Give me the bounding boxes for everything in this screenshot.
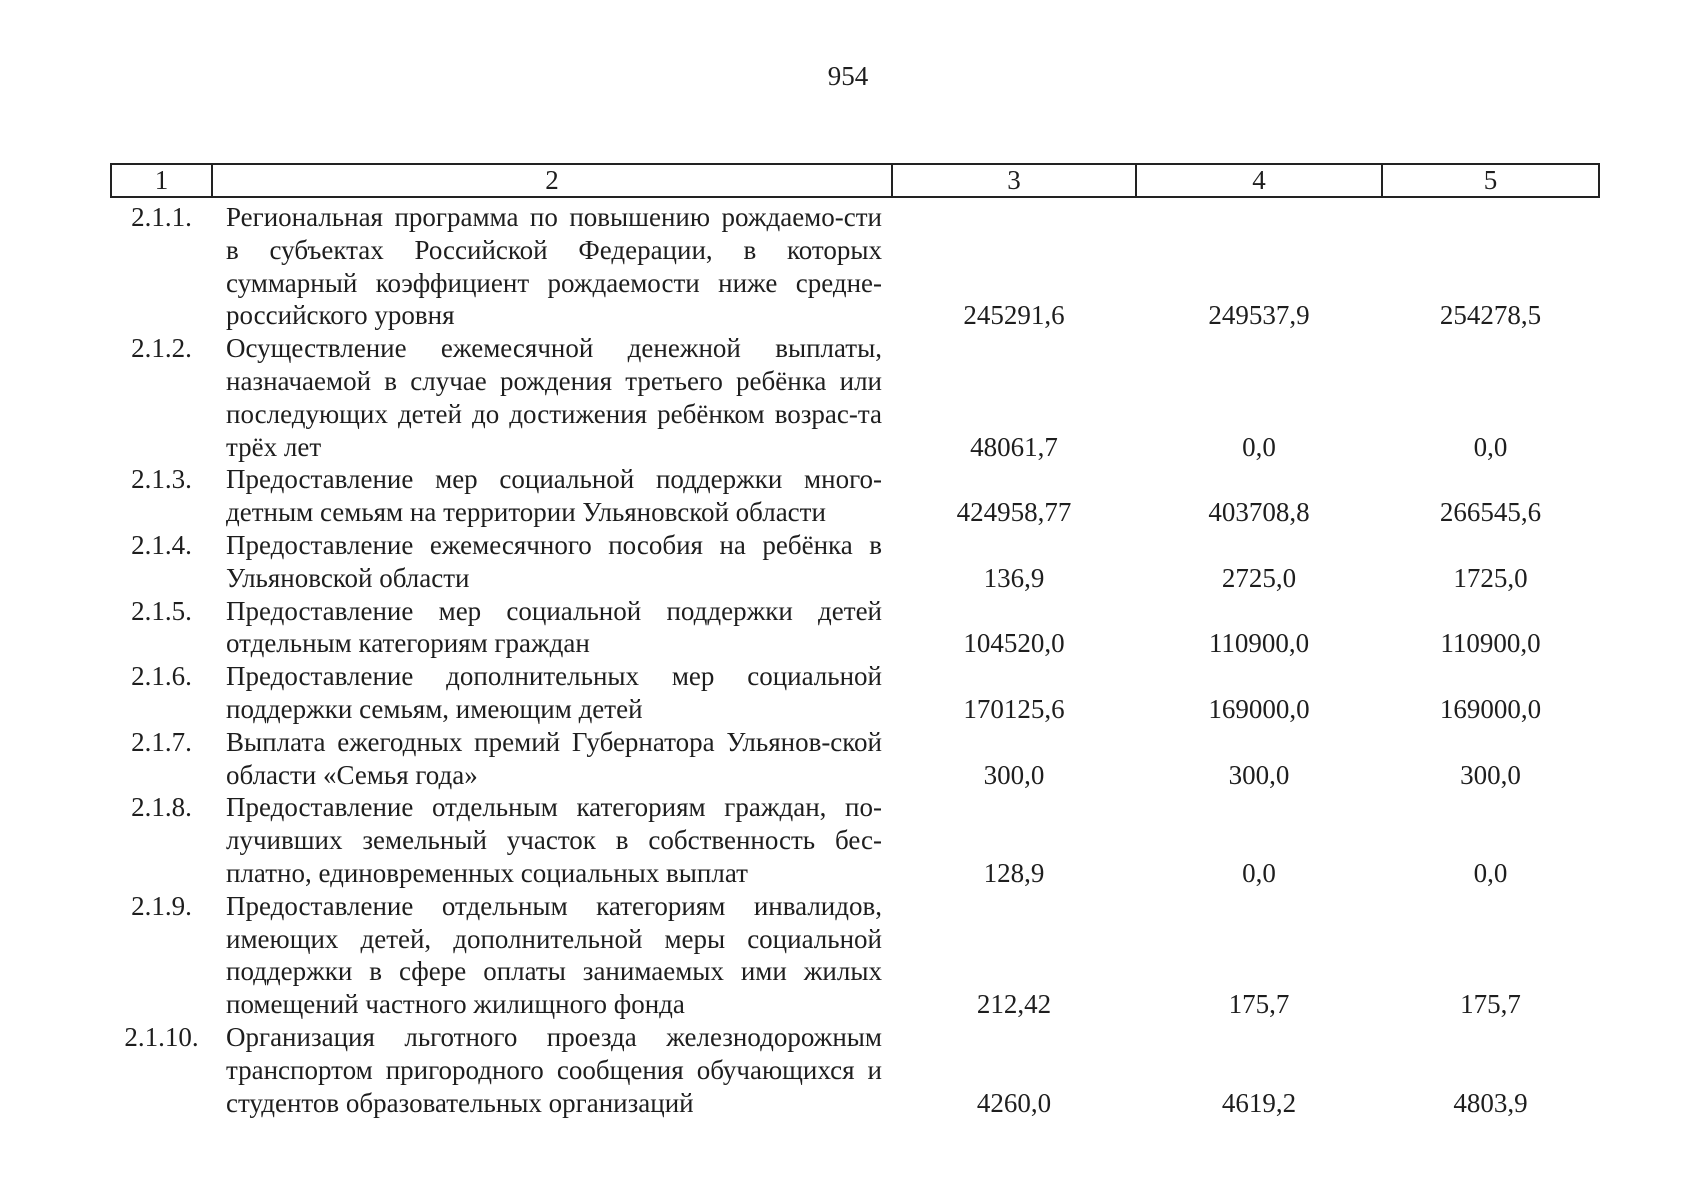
row-value-col5: 0,0 (1473, 431, 1508, 462)
row-value-col5: 300,0 (1460, 759, 1521, 790)
row-value-col4: 110900,0 (1208, 628, 1310, 659)
row-name: Предоставление ежемесячного пособия на ребёнка в Ульяновской области (226, 529, 882, 593)
row-value-col4: 0,0 (1242, 857, 1276, 888)
row-value-col5: 110900,0 (1440, 628, 1541, 659)
row-name: Предоставление мер социальной поддержки много-детным семьям на территории Ульяновской области (226, 464, 882, 528)
row-name: Выплата ежегодных премий Губернатора Ульянов-ской области «Семья года» (226, 726, 882, 790)
column-header-3: 3 (892, 164, 1136, 197)
row-value-col5: 169000,0 (1439, 693, 1542, 724)
row-value-col5: 175,7 (1460, 989, 1521, 1020)
row-name: Осуществление ежемесячной денежной выплаты, назначаемой в случае рождения третьего ребёнка или последующих детей до достижения ребёнком возрас-та трёх лет (226, 333, 882, 462)
row-value-col3: 424958,77 (956, 497, 1072, 528)
table-body (111, 197, 1599, 1119)
row-value-col3: 300,0 (983, 759, 1045, 790)
table-row (111, 595, 1599, 661)
row-value-col3: 4260,0 (976, 1087, 1052, 1118)
row-value-col3: 170125,6 (963, 693, 1065, 724)
row-number: 2.1.2. (131, 333, 192, 364)
row-name: Предоставление отдельным категориям инвалидов, имеющих детей, дополнительной меры социальной поддержки в сфере оплаты занимаемых ими жилых помещений частного жилищного фонда (226, 890, 882, 1020)
row-value-col4: 2725,0 (1221, 562, 1297, 593)
budget-table (110, 163, 1600, 1119)
table-header (111, 164, 1599, 197)
row-value-col4: 300,0 (1228, 759, 1290, 790)
row-value-col4: 4619,2 (1221, 1087, 1297, 1118)
row-value-col3: 48061,7 (970, 431, 1058, 462)
row-number: 2.1.10. (124, 1021, 199, 1052)
table-row (111, 197, 1599, 332)
table-row (111, 791, 1599, 889)
row-name: Региональная программа по повышению рождаемо-сти в субъектах Российской Федерации, в которых суммарный коэффициент рождаемости ниже средне-российского уровня (226, 202, 882, 331)
row-number: 2.1.1. (131, 202, 192, 232)
row-value-col5: 4803,9 (1453, 1087, 1528, 1118)
table-row (111, 660, 1599, 726)
row-value-col3: 104520,0 (963, 628, 1065, 659)
table-row (111, 332, 1599, 463)
column-header-4: 4 (1136, 164, 1382, 197)
row-number: 2.1.8. (131, 792, 192, 823)
row-number: 2.1.5. (131, 595, 192, 626)
row-value-col3: 136,9 (983, 562, 1045, 593)
row-number: 2.1.3. (131, 464, 192, 495)
row-value-col4: 249537,9 (1208, 300, 1310, 331)
row-value-col4: 175,7 (1228, 989, 1290, 1020)
row-value-col4: 169000,0 (1208, 693, 1310, 724)
row-value-col5: 254278,5 (1439, 300, 1542, 331)
row-name: Предоставление мер социальной поддержки детей отдельным категориям граждан (226, 595, 882, 659)
table-row (111, 463, 1599, 529)
header-row (111, 164, 1599, 197)
row-number: 2.1.4. (131, 529, 192, 560)
table-row (111, 1021, 1599, 1119)
row-value-col5: 266545,6 (1439, 497, 1542, 528)
row-value-col3: 212,42 (976, 989, 1052, 1020)
row-name: Предоставление отдельным категориям граждан, по-лучивших земельный участок в собственность бес-платно, единовременных социальных выплат (226, 792, 882, 888)
row-number: 2.1.6. (131, 661, 192, 692)
table-row (111, 529, 1599, 595)
column-header-2: 2 (212, 164, 892, 197)
row-number: 2.1.7. (131, 726, 192, 757)
row-name: Организация льготного проезда железнодорожным транспортом пригородного сообщения обучающихся и студентов образовательных организаций (226, 1021, 882, 1118)
row-value-col4: 0,0 (1242, 431, 1276, 462)
table-row (111, 726, 1599, 792)
page-number: 954 (827, 61, 869, 91)
row-name: Предоставление дополнительных мер социальной поддержки семьям, имеющим детей (226, 661, 882, 724)
row-value-col4: 403708,8 (1208, 497, 1310, 528)
table-row (111, 890, 1599, 1021)
row-value-col3: 128,9 (983, 857, 1045, 888)
row-number: 2.1.9. (131, 890, 192, 921)
row-value-col5: 1725,0 (1453, 562, 1528, 593)
column-header-5: 5 (1382, 164, 1599, 197)
row-value-col3: 245291,6 (963, 300, 1065, 331)
column-header-1: 1 (111, 164, 212, 197)
row-value-col5: 0,0 (1473, 857, 1508, 888)
